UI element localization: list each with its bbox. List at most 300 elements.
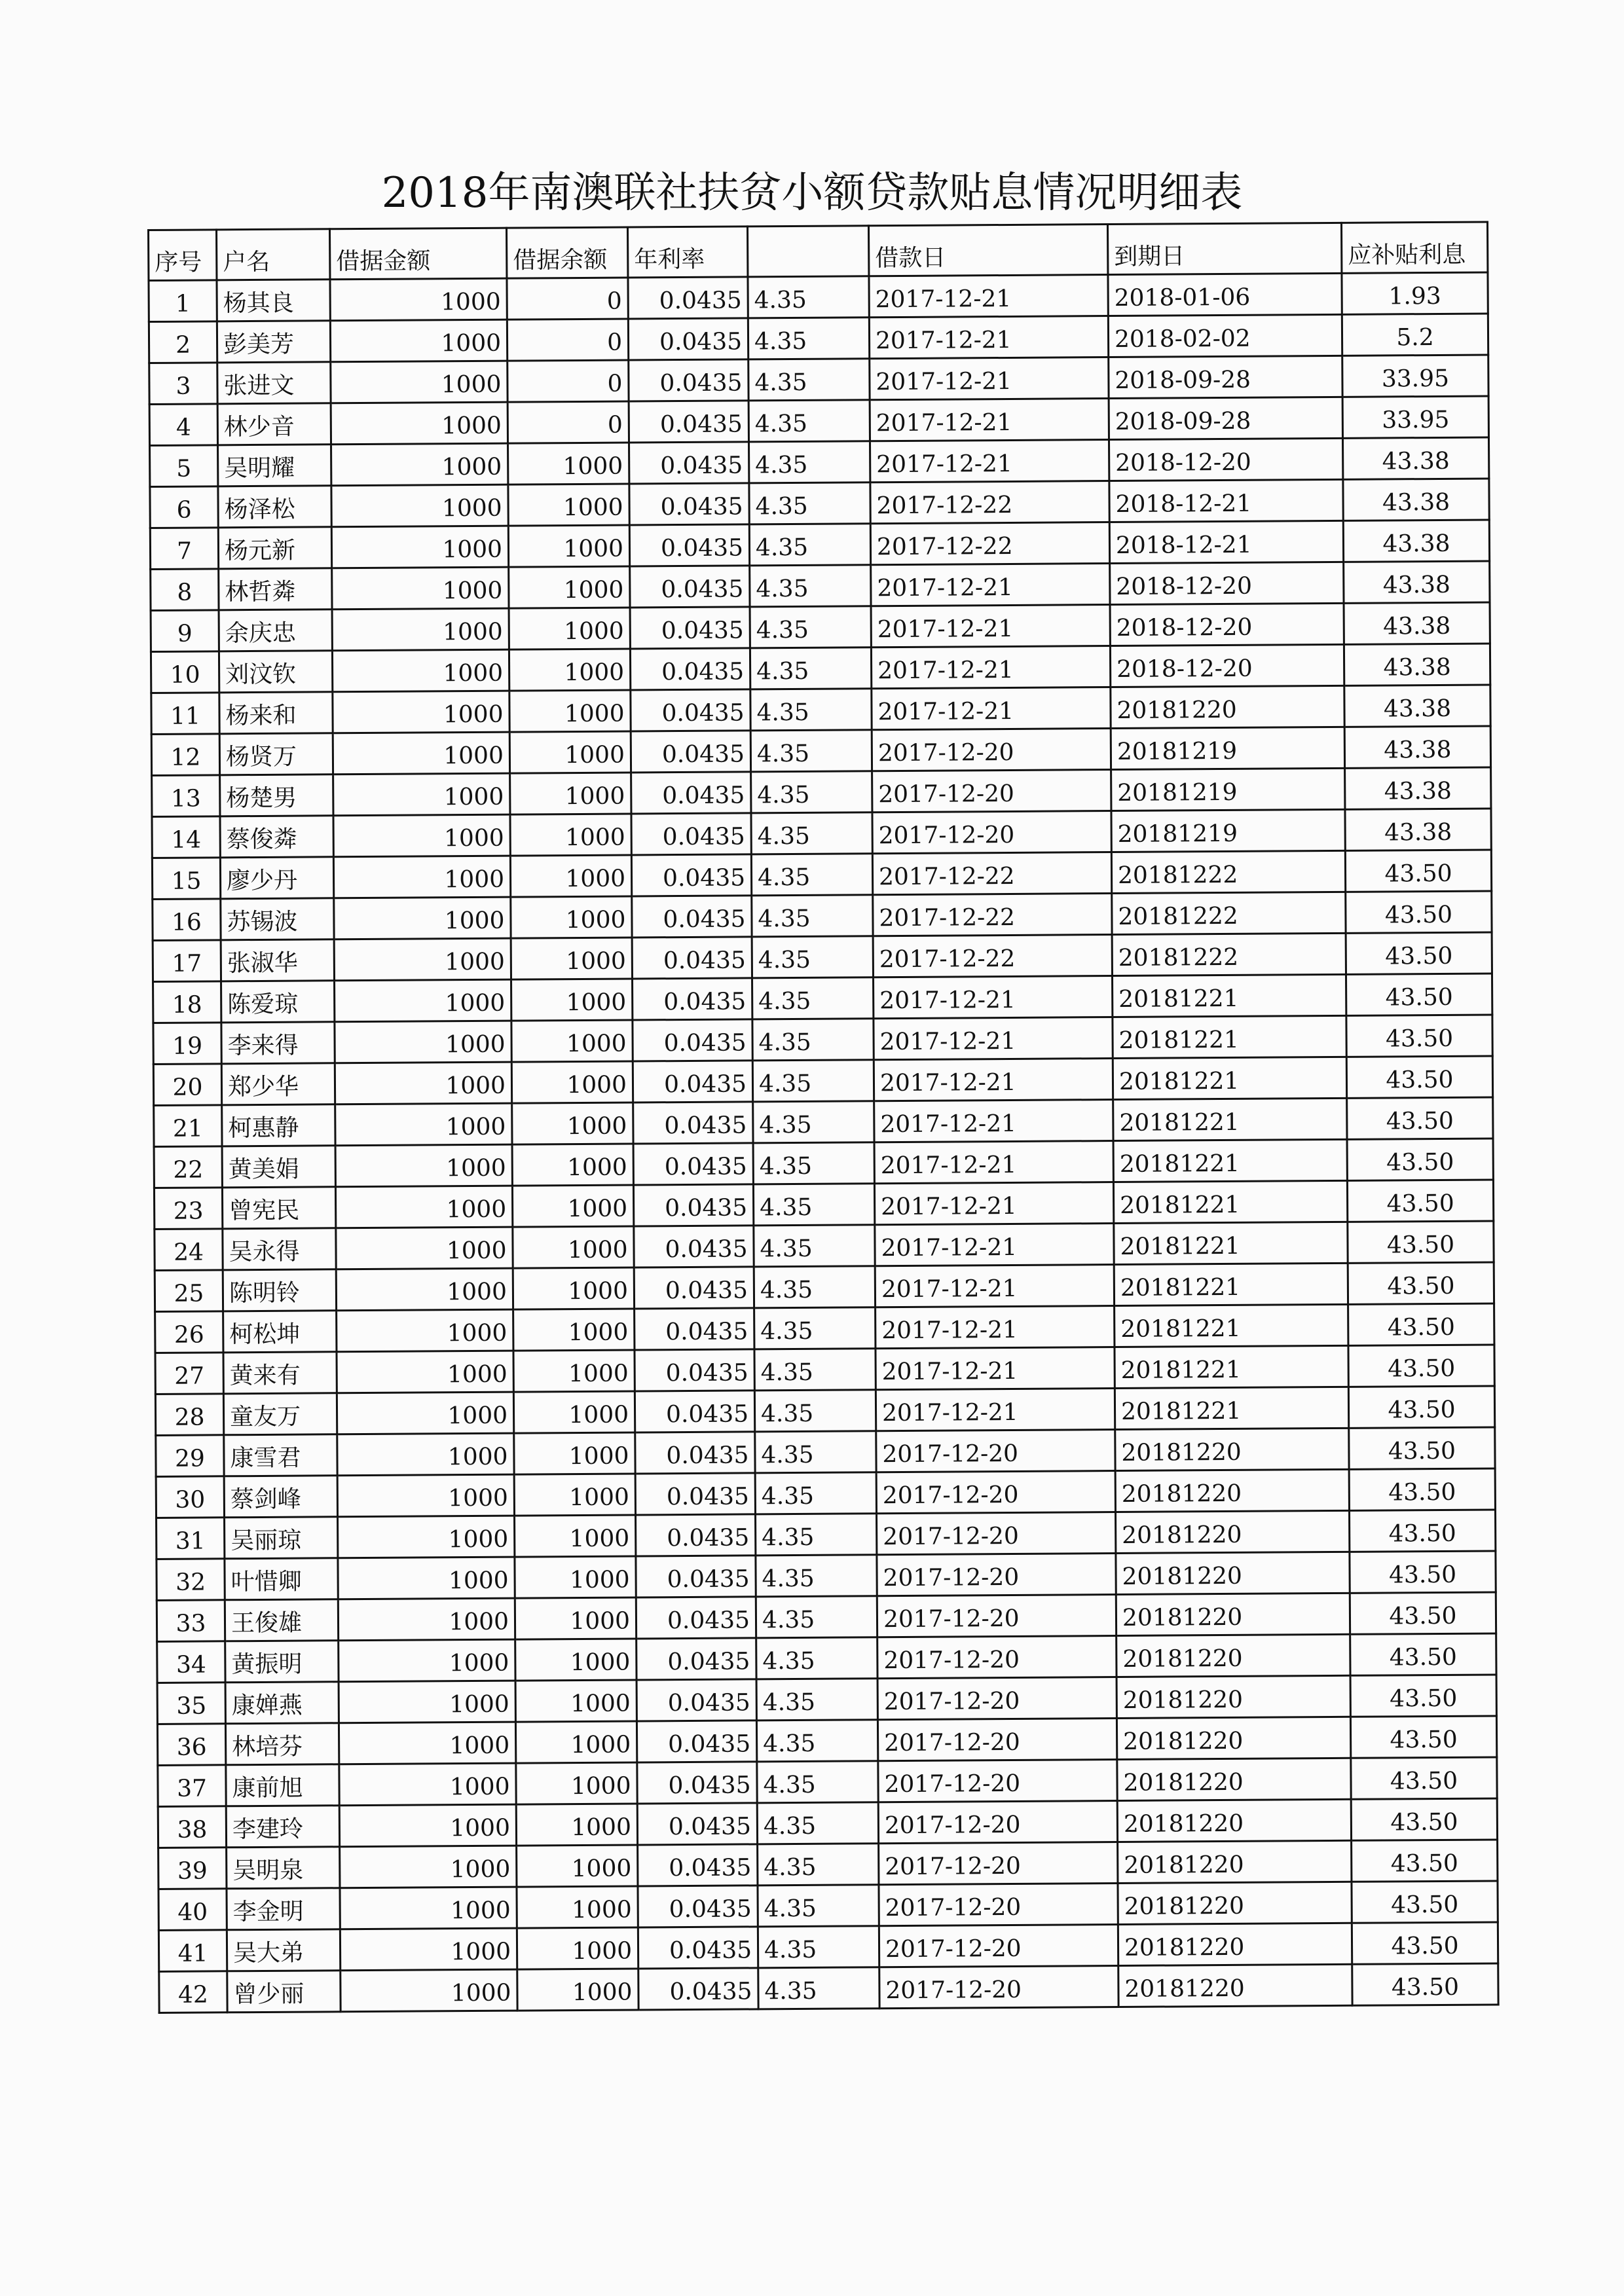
row-rate-percent: 4.35 [755,1431,876,1473]
row-loan-balance: 1000 [511,938,632,979]
row-rate-percent: 4.35 [756,1514,877,1556]
row-loan-date: 2017-12-20 [877,1554,1116,1596]
row-loan-amount: 1000 [333,732,509,774]
row-seq: 19 [153,1023,221,1065]
row-loan-balance: 1000 [510,855,631,897]
row-rate-percent: 4.35 [756,1679,877,1721]
row-rate-percent: 4.35 [754,1225,875,1267]
row-loan-date: 2017-12-20 [877,1636,1116,1679]
row-name: 吴明泉 [227,1847,340,1889]
row-due-date: 20181221 [1113,1098,1347,1140]
row-rate-percent: 4.35 [752,1060,874,1102]
row-seq: 7 [150,528,218,570]
row-seq: 23 [154,1188,222,1230]
row-loan-amount: 1000 [339,1639,515,1682]
row-seq: 42 [159,1971,227,2013]
row-loan-amount: 1000 [337,1309,513,1352]
row-due-date: 20181220 [1118,1840,1352,1883]
row-loan-balance: 1000 [511,896,632,938]
row-loan-date: 2017-12-22 [873,894,1112,936]
row-annual-rate: 0.0435 [633,1061,752,1102]
row-subsidy-interest: 43.50 [1351,1757,1497,1799]
row-seq: 10 [151,651,219,693]
row-due-date: 20181220 [1115,1469,1349,1512]
row-due-date: 20181221 [1114,1263,1348,1305]
row-loan-amount: 1000 [332,608,509,651]
row-rate-percent: 4.35 [753,1101,874,1143]
row-name: 杨贤万 [219,733,333,775]
row-annual-rate: 0.0435 [637,1721,756,1762]
row-loan-amount: 1000 [330,319,507,362]
row-loan-date: 2017-12-20 [876,1471,1115,1514]
row-due-date: 20181221 [1113,1015,1346,1058]
row-name: 蔡俊粦 [220,816,333,858]
row-due-date: 20181221 [1112,974,1346,1017]
row-loan-balance: 1000 [516,1804,637,1846]
row-seq: 24 [155,1229,223,1271]
row-subsidy-interest: 43.50 [1352,1963,1498,2005]
row-due-date: 20181220 [1116,1634,1350,1677]
table-row [159,1963,1498,2013]
row-loan-date: 2017-12-20 [877,1677,1116,1720]
row-rate-percent: 4.35 [749,524,870,566]
row-seq: 41 [158,1930,227,1972]
row-rate-percent: 4.35 [758,1967,879,2009]
row-annual-rate: 0.0435 [631,689,750,731]
row-loan-amount: 1000 [337,1474,514,1517]
row-name: 黄振明 [225,1641,339,1683]
row-annual-rate: 0.0435 [635,1308,754,1350]
row-due-date: 20181219 [1111,768,1345,811]
header-row [149,222,1488,280]
row-loan-date: 2017-12-20 [872,770,1111,812]
row-loan-date: 2017-12-21 [870,440,1109,483]
row-loan-balance: 1000 [511,979,633,1021]
row-seq: 22 [154,1146,222,1188]
row-due-date: 20181220 [1118,1882,1352,1924]
row-seq: 21 [154,1105,222,1147]
row-loan-date: 2017-12-20 [878,1800,1117,1843]
row-rate-percent: 4.35 [756,1720,877,1762]
row-name: 刘汶钦 [219,651,332,693]
row-loan-balance: 0 [507,278,628,319]
row-subsidy-interest: 43.50 [1348,1221,1494,1263]
row-subsidy-interest: 43.50 [1349,1427,1495,1469]
row-name: 李建玲 [226,1806,339,1848]
row-annual-rate: 0.0435 [635,1432,755,1474]
row-rate-percent: 4.35 [756,1637,877,1679]
row-loan-date: 2017-12-21 [869,275,1108,318]
row-name: 康雪君 [224,1434,337,1476]
row-loan-amount: 1000 [331,443,508,486]
row-loan-date: 2017-12-21 [875,1265,1114,1307]
row-due-date: 20181221 [1115,1387,1348,1429]
row-name: 杨其良 [217,280,330,321]
row-rate-percent: 4.35 [748,359,870,401]
row-subsidy-interest: 43.50 [1350,1551,1496,1593]
row-loan-balance: 1000 [517,1845,638,1887]
row-seq: 4 [149,404,217,446]
row-rate-percent: 4.35 [753,1142,874,1184]
row-annual-rate: 0.0435 [629,524,749,566]
row-annual-rate: 0.0435 [631,854,751,896]
row-subsidy-interest: 43.50 [1350,1716,1496,1758]
row-loan-balance: 1000 [508,484,629,526]
row-annual-rate: 0.0435 [637,1803,757,1845]
row-loan-date: 2017-12-20 [877,1718,1116,1760]
row-loan-balance: 1000 [514,1432,635,1474]
row-annual-rate: 0.0435 [633,1019,752,1061]
row-name: 林哲粦 [219,568,332,610]
row-name: 吴丽琼 [225,1517,338,1559]
row-seq: 13 [152,775,220,817]
row-annual-rate: 0.0435 [635,1391,754,1432]
row-rate-percent: 4.35 [758,1926,879,1968]
row-name: 余庆忠 [219,610,332,651]
row-name: 杨泽松 [218,486,331,528]
row-loan-date: 2017-12-21 [874,976,1113,1019]
row-name: 吴明耀 [218,445,331,486]
row-subsidy-interest: 43.50 [1345,850,1491,892]
row-loan-amount: 1000 [337,1392,513,1434]
row-loan-amount: 1000 [339,1681,515,1723]
row-rate-percent: 4.35 [750,565,871,607]
row-rate-percent: 4.35 [758,1844,879,1886]
row-rate-percent: 4.35 [755,1472,876,1514]
row-name: 杨楚男 [220,774,333,816]
row-loan-date: 2017-12-22 [870,481,1109,524]
header-loan-amount: 借据金额 [330,228,507,280]
row-loan-date: 2017-12-21 [874,1141,1113,1184]
row-annual-rate: 0.0435 [630,648,750,690]
row-name: 蔡剑峰 [224,1476,337,1518]
row-subsidy-interest: 43.50 [1352,1922,1498,1964]
row-seq: 29 [156,1435,224,1477]
row-due-date: 2018-09-28 [1109,397,1342,439]
row-seq: 34 [157,1641,225,1683]
row-loan-date: 2017-12-21 [876,1306,1115,1349]
row-annual-rate: 0.0435 [637,1679,756,1721]
row-annual-rate: 0.0435 [636,1556,756,1597]
row-due-date: 20181219 [1111,809,1345,852]
row-annual-rate: 0.0435 [638,1844,758,1886]
row-loan-amount: 1000 [336,1268,513,1311]
row-subsidy-interest: 43.50 [1349,1468,1495,1510]
row-seq: 1 [149,280,217,322]
row-due-date: 20181220 [1117,1758,1351,1800]
header-blank [747,226,868,277]
row-annual-rate: 0.0435 [630,607,750,649]
row-subsidy-interest: 33.95 [1342,355,1488,397]
row-rate-percent: 4.35 [752,936,873,978]
row-name: 李金明 [227,1888,340,1930]
row-due-date: 20181222 [1111,850,1345,893]
row-annual-rate: 0.0435 [635,1349,754,1391]
row-loan-amount: 1000 [332,649,509,692]
row-name: 康婵燕 [225,1682,339,1724]
row-due-date: 2018-01-06 [1108,273,1342,316]
row-seq: 37 [158,1765,226,1807]
row-seq: 11 [151,693,219,735]
row-annual-rate: 0.0435 [638,1886,758,1927]
row-loan-balance: 1000 [512,1144,633,1186]
row-loan-date: 2017-12-21 [876,1389,1115,1431]
row-rate-percent: 4.35 [756,1555,877,1597]
row-annual-rate: 0.0435 [636,1597,756,1639]
row-subsidy-interest: 43.50 [1352,1881,1498,1923]
row-loan-amount: 1000 [337,1351,513,1393]
row-loan-balance: 1000 [511,1061,633,1103]
row-name: 康前旭 [226,1764,339,1806]
row-due-date: 20181220 [1111,685,1344,728]
row-loan-balance: 1000 [511,1020,633,1062]
row-seq: 31 [157,1518,225,1559]
row-subsidy-interest: 1.93 [1342,272,1488,314]
row-loan-amount: 1000 [338,1516,515,1558]
row-loan-amount: 1000 [339,1722,515,1764]
row-loan-amount: 1000 [340,1887,517,1929]
row-rate-percent: 4.35 [752,895,873,937]
row-loan-amount: 1000 [331,361,507,403]
row-loan-date: 2017-12-21 [875,1224,1114,1266]
row-seq: 15 [152,858,220,900]
row-loan-date: 2017-12-21 [874,1100,1113,1142]
row-subsidy-interest: 43.50 [1347,1097,1493,1139]
row-loan-balance: 1000 [515,1556,636,1598]
row-name: 柯惠静 [222,1104,335,1146]
row-loan-balance: 1000 [508,443,629,484]
row-rate-percent: 4.35 [752,1019,874,1061]
row-annual-rate: 0.0435 [631,731,750,773]
header-seq: 序号 [149,230,217,281]
row-seq: 40 [158,1889,227,1931]
header-name: 户名 [217,229,330,280]
row-subsidy-interest: 43.50 [1347,1139,1493,1180]
row-due-date: 20181221 [1114,1222,1348,1264]
row-loan-date: 2017-12-20 [872,811,1111,854]
row-loan-amount: 1000 [335,1103,512,1146]
table-body [149,272,1498,2013]
row-rate-percent: 4.35 [757,1802,878,1844]
row-loan-amount: 1000 [339,1804,516,1847]
row-rate-percent: 4.35 [750,689,872,731]
row-loan-date: 2017-12-21 [874,1182,1113,1225]
row-name: 杨元新 [218,527,331,569]
row-annual-rate: 0.0435 [628,277,748,319]
row-seq: 38 [158,1806,226,1848]
row-annual-rate: 0.0435 [638,1968,758,2010]
row-rate-percent: 4.35 [758,1885,879,1927]
row-subsidy-interest: 43.50 [1349,1510,1495,1552]
row-rate-percent: 4.35 [751,854,872,896]
row-loan-balance: 1000 [513,1391,635,1433]
row-name: 曾少丽 [227,1971,341,2013]
row-loan-amount: 1000 [335,1062,511,1104]
row-due-date: 20181220 [1115,1510,1349,1553]
row-due-date: 2018-12-21 [1109,520,1343,563]
row-subsidy-interest: 43.50 [1346,1056,1492,1098]
row-loan-amount: 1000 [338,1598,515,1641]
row-rate-percent: 4.35 [752,977,874,1019]
row-loan-amount: 1000 [335,1144,512,1187]
row-loan-amount: 1000 [336,1227,513,1269]
row-loan-date: 2017-12-21 [874,1059,1113,1101]
row-loan-balance: 1000 [515,1639,637,1681]
row-seq: 20 [153,1064,221,1106]
row-rate-percent: 4.35 [750,606,871,648]
row-seq: 39 [158,1848,227,1889]
row-loan-balance: 1000 [513,1309,635,1351]
row-seq: 30 [156,1476,224,1518]
row-loan-date: 2017-12-21 [871,564,1110,606]
row-annual-rate: 0.0435 [631,813,751,855]
row-rate-percent: 4.35 [748,400,870,442]
row-loan-balance: 1000 [514,1474,635,1516]
row-annual-rate: 0.0435 [630,566,750,608]
row-loan-balance: 0 [507,319,628,361]
row-subsidy-interest: 43.50 [1348,1386,1494,1428]
row-annual-rate: 0.0435 [637,1762,757,1804]
row-rate-percent: 4.35 [748,276,869,318]
row-loan-date: 2017-12-20 [876,1430,1115,1472]
row-annual-rate: 0.0435 [634,1267,754,1309]
row-subsidy-interest: 43.50 [1348,1345,1494,1387]
row-loan-amount: 1000 [333,773,510,816]
row-loan-date: 2017-12-20 [879,1883,1118,1925]
row-loan-balance: 1000 [515,1515,636,1557]
row-loan-date: 2017-12-20 [879,1842,1118,1884]
row-annual-rate: 0.0435 [636,1514,756,1556]
row-subsidy-interest: 43.50 [1350,1633,1496,1675]
row-annual-rate: 0.0435 [632,937,752,979]
row-seq: 16 [153,899,221,941]
row-seq: 36 [157,1724,225,1766]
row-rate-percent: 4.35 [748,318,869,359]
row-loan-date: 2017-12-20 [878,1759,1117,1802]
row-seq: 25 [155,1270,223,1312]
row-subsidy-interest: 43.50 [1348,1303,1494,1345]
row-due-date: 20181220 [1118,1964,1352,2007]
row-rate-percent: 4.35 [754,1390,876,1432]
row-name: 陈明铃 [223,1269,336,1311]
row-annual-rate: 0.0435 [633,1102,753,1144]
row-seq: 35 [157,1683,225,1724]
row-seq: 14 [152,816,220,858]
row-annual-rate: 0.0435 [633,1143,753,1185]
header-loan-date: 借款日 [868,225,1107,276]
row-annual-rate: 0.0435 [633,978,752,1020]
row-loan-balance: 1000 [516,1762,637,1804]
row-loan-date: 2017-12-20 [872,729,1111,771]
row-loan-amount: 1000 [331,402,507,445]
row-due-date: 20181222 [1112,933,1346,975]
row-rate-percent: 4.35 [749,441,870,483]
row-rate-percent: 4.35 [754,1307,876,1349]
row-seq: 33 [157,1600,225,1642]
row-annual-rate: 0.0435 [637,1638,756,1680]
row-loan-balance: 0 [507,360,629,402]
header-due-date: 到期日 [1107,223,1341,274]
row-loan-balance: 1000 [515,1721,637,1763]
row-seq: 6 [150,486,218,528]
row-subsidy-interest: 43.50 [1346,1015,1492,1057]
row-subsidy-interest: 43.38 [1345,767,1491,809]
row-seq: 5 [150,445,218,487]
row-subsidy-interest: 43.38 [1343,520,1489,562]
row-loan-amount: 1000 [333,691,509,733]
row-loan-balance: 1000 [513,1350,635,1392]
row-loan-amount: 1000 [338,1557,515,1599]
row-annual-rate: 0.0435 [628,318,748,360]
row-loan-amount: 1000 [334,897,511,939]
row-due-date: 2018-12-21 [1109,479,1343,522]
row-due-date: 20181220 [1115,1428,1349,1470]
row-subsidy-interest: 43.38 [1344,561,1490,603]
row-loan-amount: 1000 [331,526,508,568]
row-name: 李来得 [221,1022,335,1064]
row-loan-date: 2017-12-21 [876,1347,1115,1390]
row-name: 吴大弟 [227,1929,340,1971]
row-loan-balance: 1000 [509,690,631,732]
row-name: 黄美娟 [222,1146,335,1188]
row-name: 林少音 [217,403,331,445]
row-subsidy-interest: 43.38 [1344,644,1490,685]
row-loan-balance: 1000 [517,1969,638,2011]
row-loan-date: 2017-12-21 [872,687,1111,730]
row-loan-balance: 1000 [509,608,630,649]
row-rate-percent: 4.35 [757,1761,878,1803]
row-due-date: 20181220 [1118,1923,1352,1965]
row-name: 张进文 [217,362,331,404]
row-annual-rate: 0.0435 [633,1184,753,1226]
row-due-date: 20181220 [1116,1717,1350,1759]
row-subsidy-interest: 43.38 [1342,437,1488,479]
row-name: 曾宪民 [222,1187,335,1229]
row-loan-balance: 1000 [513,1226,634,1268]
header-annual-rate: 年利率 [627,227,747,278]
row-loan-amount: 1000 [332,567,509,610]
row-loan-amount: 1000 [333,856,510,898]
row-seq: 8 [151,569,219,611]
interest-subsidy-table [147,221,1500,2013]
row-loan-balance: 1000 [512,1185,633,1227]
row-annual-rate: 0.0435 [634,1226,754,1267]
row-loan-balance: 1000 [513,1267,634,1309]
row-due-date: 2018-12-20 [1110,562,1344,604]
row-annual-rate: 0.0435 [629,401,748,443]
row-name: 林培芬 [225,1723,339,1765]
row-name: 柯松坤 [223,1311,337,1353]
row-seq: 12 [151,734,219,776]
row-loan-amount: 1000 [335,1021,511,1063]
row-seq: 32 [157,1559,225,1601]
row-name: 童友万 [223,1393,337,1435]
row-seq: 3 [149,363,217,405]
row-seq: 18 [153,981,221,1023]
row-subsidy-interest: 43.50 [1348,1262,1494,1304]
row-loan-balance: 1000 [515,1597,636,1639]
row-subsidy-interest: 43.50 [1351,1798,1497,1840]
row-subsidy-interest: 43.50 [1346,932,1492,974]
row-due-date: 20181222 [1112,892,1346,934]
row-loan-balance: 1000 [510,773,631,814]
row-due-date: 20181221 [1115,1345,1348,1388]
row-rate-percent: 4.35 [754,1266,875,1308]
row-loan-amount: 1000 [331,484,508,527]
row-due-date: 20181220 [1116,1593,1350,1635]
row-name: 郑少华 [221,1063,335,1105]
row-subsidy-interest: 43.38 [1344,602,1490,644]
